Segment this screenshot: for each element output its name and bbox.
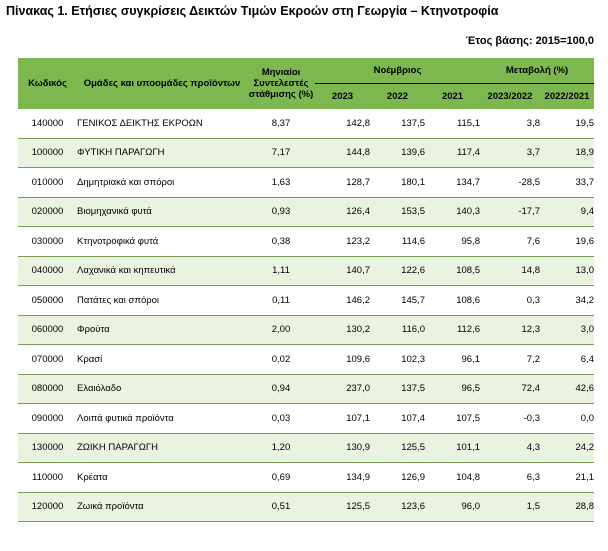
header-groups: Ομάδες και υποομάδες προϊόντων xyxy=(77,58,247,109)
cell-change-2022-2021: 13,0 xyxy=(540,256,594,286)
cell-2021: 96,1 xyxy=(425,345,480,375)
cell-change-2023-2022: 4,3 xyxy=(480,433,540,463)
cell-name: Ζωικά προϊόντα xyxy=(77,492,247,522)
cell-change-2023-2022: 12,3 xyxy=(480,315,540,345)
cell-change-2023-2022: 0,3 xyxy=(480,286,540,316)
cell-2021: 117,4 xyxy=(425,138,480,168)
cell-code: 010000 xyxy=(18,168,77,198)
cell-2021: 140,3 xyxy=(425,197,480,227)
table-row xyxy=(18,374,594,404)
cell-2023: 237,0 xyxy=(315,374,370,404)
cell-2021: 107,5 xyxy=(425,404,480,434)
table-row xyxy=(18,404,594,434)
cell-2023: 146,2 xyxy=(315,286,370,316)
header-2021: 2021 xyxy=(425,84,480,110)
cell-2023: 107,1 xyxy=(315,404,370,434)
header-2023: 2023 xyxy=(315,84,370,110)
header-2022: 2022 xyxy=(370,84,425,110)
cell-name: Λαχανικά και κηπευτικά xyxy=(77,256,247,286)
cell-change-2023-2022: 3,7 xyxy=(480,138,540,168)
cell-2021: 96,5 xyxy=(425,374,480,404)
cell-weight: 1,20 xyxy=(247,433,315,463)
cell-2022: 153,5 xyxy=(370,197,425,227)
table-row xyxy=(18,463,594,493)
cell-change-2022-2021: 24,2 xyxy=(540,433,594,463)
cell-code: 040000 xyxy=(18,256,77,286)
table-row xyxy=(18,197,594,227)
cell-2022: 139,6 xyxy=(370,138,425,168)
cell-change-2023-2022: -28,5 xyxy=(480,168,540,198)
cell-change-2022-2021: 3,0 xyxy=(540,315,594,345)
cell-2023: 109,6 xyxy=(315,345,370,375)
header-change: Μεταβολή (%) xyxy=(480,58,594,84)
table-row xyxy=(18,256,594,286)
cell-code: 100000 xyxy=(18,138,77,168)
cell-weight: 1,63 xyxy=(247,168,315,198)
cell-change-2022-2021: 28,8 xyxy=(540,492,594,522)
cell-2021: 95,8 xyxy=(425,227,480,257)
cell-2023: 128,7 xyxy=(315,168,370,198)
cell-change-2022-2021: 0,0 xyxy=(540,404,594,434)
cell-weight: 0,93 xyxy=(247,197,315,227)
cell-name: Φρούτα xyxy=(77,315,247,345)
header-code: Κωδικός xyxy=(18,58,77,109)
cell-weight: 1,11 xyxy=(247,256,315,286)
cell-code: 060000 xyxy=(18,315,77,345)
cell-name: ΦΥΤΙΚΗ ΠΑΡΑΓΩΓΗ xyxy=(77,138,247,168)
price-index-table xyxy=(18,58,594,522)
table-row xyxy=(18,168,594,198)
table-row xyxy=(18,492,594,522)
cell-name: Λοιπά φυτικά προϊόντα xyxy=(77,404,247,434)
cell-change-2023-2022: -0,3 xyxy=(480,404,540,434)
cell-change-2022-2021: 19,6 xyxy=(540,227,594,257)
cell-2022: 180,1 xyxy=(370,168,425,198)
cell-2022: 126,9 xyxy=(370,463,425,493)
cell-change-2022-2021: 19,5 xyxy=(540,109,594,138)
cell-2021: 101,1 xyxy=(425,433,480,463)
cell-change-2022-2021: 34,2 xyxy=(540,286,594,316)
cell-name: Δημητριακά και σπόροι xyxy=(77,168,247,198)
cell-2022: 137,5 xyxy=(370,374,425,404)
table-title: Πίνακας 1. Ετήσιες συγκρίσεις Δεικτών Τιμών Εκροών στη Γεωργία – Κτηνοτροφία xyxy=(6,4,499,18)
cell-weight: 2,00 xyxy=(247,315,315,345)
cell-weight: 0,11 xyxy=(247,286,315,316)
table-row xyxy=(18,345,594,375)
cell-2021: 112,6 xyxy=(425,315,480,345)
cell-weight: 0,38 xyxy=(247,227,315,257)
cell-2023: 142,8 xyxy=(315,109,370,138)
cell-code: 070000 xyxy=(18,345,77,375)
cell-2021: 104,8 xyxy=(425,463,480,493)
cell-2022: 114,6 xyxy=(370,227,425,257)
cell-2021: 108,5 xyxy=(425,256,480,286)
cell-2023: 140,7 xyxy=(315,256,370,286)
cell-name: ΖΩΙΚΗ ΠΑΡΑΓΩΓΗ xyxy=(77,433,247,463)
base-year-note: Έτος βάσης: 2015=100,0 xyxy=(465,35,594,47)
cell-weight: 0,94 xyxy=(247,374,315,404)
cell-code: 020000 xyxy=(18,197,77,227)
header-november: Νοέμβριος xyxy=(315,58,480,84)
table-row xyxy=(18,138,594,168)
header-change-2022-2021: 2022/2021 xyxy=(540,84,594,110)
cell-change-2022-2021: 33,7 xyxy=(540,168,594,198)
cell-2023: 134,9 xyxy=(315,463,370,493)
cell-2022: 137,5 xyxy=(370,109,425,138)
cell-code: 130000 xyxy=(18,433,77,463)
cell-weight: 8,37 xyxy=(247,109,315,138)
table-row xyxy=(18,286,594,316)
cell-2023: 130,9 xyxy=(315,433,370,463)
cell-change-2023-2022: 72,4 xyxy=(480,374,540,404)
cell-change-2023-2022: 14,8 xyxy=(480,256,540,286)
cell-2022: 145,7 xyxy=(370,286,425,316)
cell-weight: 0,02 xyxy=(247,345,315,375)
cell-2021: 134,7 xyxy=(425,168,480,198)
cell-2023: 130,2 xyxy=(315,315,370,345)
cell-change-2022-2021: 9,4 xyxy=(540,197,594,227)
cell-code: 110000 xyxy=(18,463,77,493)
cell-2022: 122,6 xyxy=(370,256,425,286)
cell-code: 080000 xyxy=(18,374,77,404)
cell-change-2023-2022: -17,7 xyxy=(480,197,540,227)
cell-change-2022-2021: 21,1 xyxy=(540,463,594,493)
cell-2022: 116,0 xyxy=(370,315,425,345)
cell-2021: 96,0 xyxy=(425,492,480,522)
cell-code: 140000 xyxy=(18,109,77,138)
cell-2023: 123,2 xyxy=(315,227,370,257)
cell-change-2022-2021: 6,4 xyxy=(540,345,594,375)
cell-change-2022-2021: 18,9 xyxy=(540,138,594,168)
table-row xyxy=(18,433,594,463)
table-row xyxy=(18,109,594,138)
cell-code: 120000 xyxy=(18,492,77,522)
cell-2023: 126,4 xyxy=(315,197,370,227)
cell-code: 030000 xyxy=(18,227,77,257)
cell-2022: 125,5 xyxy=(370,433,425,463)
cell-weight: 0,51 xyxy=(247,492,315,522)
cell-change-2023-2022: 6,3 xyxy=(480,463,540,493)
cell-change-2023-2022: 3,8 xyxy=(480,109,540,138)
cell-name: Βιομηχανικά φυτά xyxy=(77,197,247,227)
cell-name: Ελαιόλαδο xyxy=(77,374,247,404)
header-weights: Μηνιαίοι Συντελεστές στάθμισης (%) xyxy=(247,58,315,109)
cell-2021: 108,6 xyxy=(425,286,480,316)
cell-2022: 123,6 xyxy=(370,492,425,522)
cell-2022: 107,4 xyxy=(370,404,425,434)
header-change-2023-2022: 2023/2022 xyxy=(480,84,540,110)
cell-name: Κτηνοτροφικά φυτά xyxy=(77,227,247,257)
cell-2021: 115,1 xyxy=(425,109,480,138)
cell-2022: 102,3 xyxy=(370,345,425,375)
cell-weight: 7,17 xyxy=(247,138,315,168)
cell-2023: 125,5 xyxy=(315,492,370,522)
cell-name: ΓΕΝΙΚΟΣ ΔΕΙΚΤΗΣ ΕΚΡΟΩΝ xyxy=(77,109,247,138)
cell-name: Πατάτες και σπόροι xyxy=(77,286,247,316)
table-row xyxy=(18,227,594,257)
cell-weight: 0,03 xyxy=(247,404,315,434)
cell-change-2022-2021: 42,6 xyxy=(540,374,594,404)
cell-name: Κρέατα xyxy=(77,463,247,493)
cell-change-2023-2022: 1,5 xyxy=(480,492,540,522)
cell-change-2023-2022: 7,6 xyxy=(480,227,540,257)
cell-2023: 144,8 xyxy=(315,138,370,168)
cell-code: 090000 xyxy=(18,404,77,434)
table-row xyxy=(18,315,594,345)
cell-change-2023-2022: 7,2 xyxy=(480,345,540,375)
cell-name: Κρασί xyxy=(77,345,247,375)
cell-code: 050000 xyxy=(18,286,77,316)
cell-weight: 0,69 xyxy=(247,463,315,493)
